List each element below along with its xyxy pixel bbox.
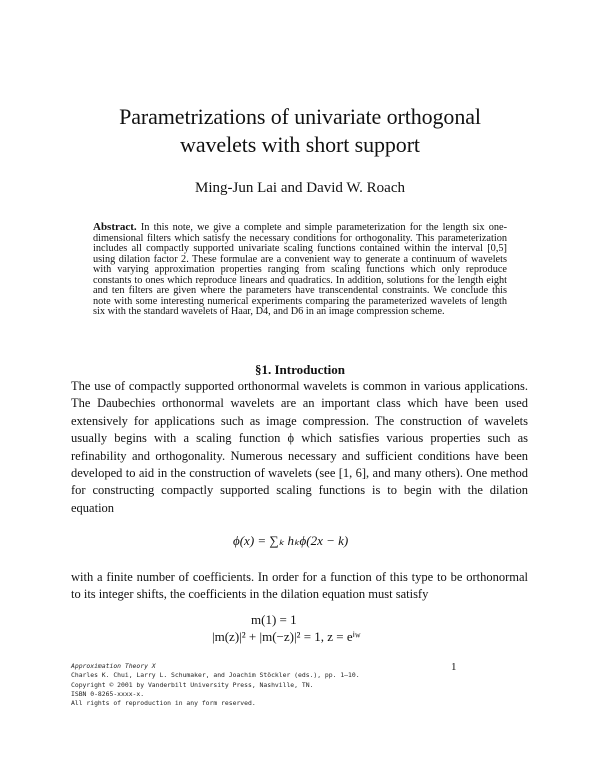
abstract-text: In this note, we give a complete and simple parameterization for the length six one-dimensional filters which satisfy the necessary conditions for orthogonality. This parameterization includes all compactly supported univariate scaling functions contained within the interval [0,5] using dilation factor 2. These formulae are a convenient way to generate a continuum of wavelets with varying approximation properties ranging from scaling functions which only reproduce constants to ones which reproduce linears and quadratics. In addition, solutions for the length eight and ten filters are given where the parameters have transcendental constraints. We conclude this note with some interesting numerical experiments comparing the parameterized wavelets of length six with the standard wavelets of Haar, D4, and D6 in an image compression scheme.	[93, 222, 508, 317]
paragraph-2: with a finite number of coefficients. In order for a function of this type to be orthonormal to its integer shifts, the coefficients in the dilation equation must satisfy	[71, 570, 528, 602]
paragraph-1: The use of compactly supported orthonormal wavelets is common in various applications. The Daubechies orthonormal wavelets are an important class which have been used extensively for applications such as image compression. The construction of wavelets usually begins with a scaling function ϕ which satisfies various properties such as refinability and orthogonality. Numerous necessary and sufficient conditions have been developed to aid in the construction of wavelets (see [1, 6], and many others). One method for constructing compactly supported scaling functions is to begin with the dilation equation	[71, 379, 528, 515]
footer-isbn: ISBN 0-8265-xxxx-x.	[71, 689, 145, 698]
footer-editors: Charles K. Chui, Larry L. Schumaker, and Joachim Stöckler (eds.), pp. 1–10.	[71, 671, 360, 680]
footer-rights: All rights of reproduction in any form reserved.	[71, 699, 256, 708]
equation-dilation: ϕ(x) = ∑ₖ hₖϕ(2x − k)	[233, 533, 349, 548]
footer	[71, 662, 471, 708]
equation-orthogonality: |m(z)|² + |m(−z)|² = 1, z = eⁱʷ	[212, 629, 361, 644]
page-number: 1	[451, 661, 457, 673]
title-line-2: wavelets with short support	[180, 132, 420, 157]
paper-title	[60, 103, 540, 159]
title-line-1: Parametrizations of univariate orthogonal	[119, 104, 481, 129]
equation-m1: m(1) = 1	[251, 612, 297, 627]
section-heading: §1. Introduction	[254, 362, 346, 377]
abstract-label: Abstract.	[93, 221, 137, 233]
footer-copyright: Copyright © 2001 by Vanderbilt University Press, Nashville, TN.	[71, 680, 314, 689]
footer-title: Approximation Theory X	[71, 662, 156, 670]
authors: Ming-Jun Lai and David W. Roach	[195, 180, 405, 196]
abstract	[93, 222, 507, 318]
